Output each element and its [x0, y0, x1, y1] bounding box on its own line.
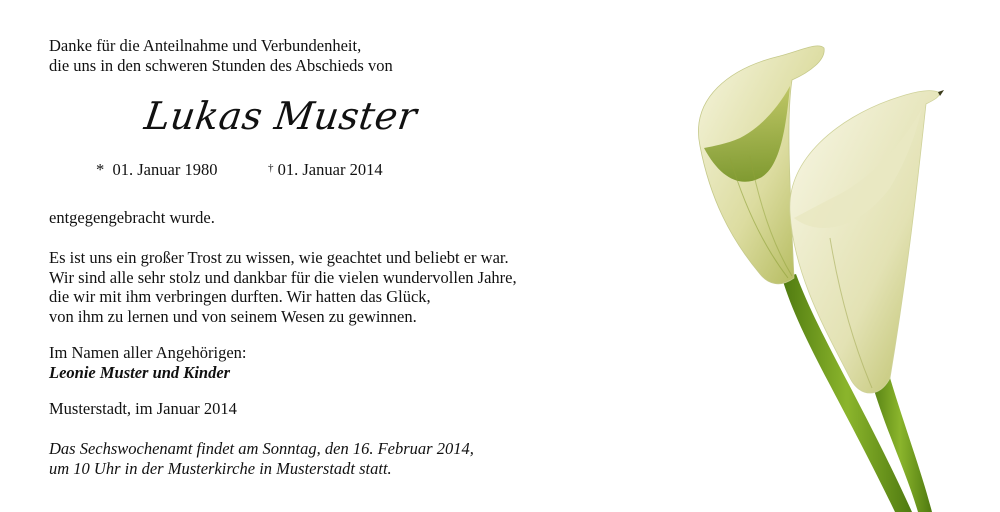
signature-block [49, 343, 246, 382]
birth-date-line [96, 160, 217, 180]
intro-line-2: die uns in den schweren Stunden des Abschieds von [49, 55, 393, 75]
place-date: Musterstadt, im Januar 2014 [49, 399, 237, 418]
service-line-2: um 10 Uhr in der Musterkirche in Musterstadt statt. [49, 458, 392, 478]
cross-icon: † [268, 162, 274, 174]
service-announcement [49, 439, 474, 478]
consolation-paragraph [49, 248, 517, 326]
consolation-line-1: Es ist uns ein großer Trost zu wissen, wie geachtet und beliebt er war. [49, 248, 509, 267]
after-name-text: entgegengebracht wurde. [49, 208, 215, 227]
intro-line-1: Danke für die Anteilnahme und Verbundenheit, [49, 36, 362, 55]
consolation-line-2: Wir sind alle sehr stolz und dankbar für die vielen wundervollen Jahre, [49, 267, 517, 287]
consolation-line-3: die wir mit ihm verbringen durften. Wir hatten das Glück, [49, 287, 431, 306]
birth-symbol: * [96, 160, 105, 179]
birth-date: 01. Januar 1980 [112, 160, 218, 179]
intro-text [49, 36, 669, 75]
death-date: 01. Januar 2014 [277, 160, 383, 179]
calla-lily-image [690, 38, 960, 512]
deceased-name: Lukas Muster [141, 94, 420, 138]
signature-intro: Im Namen aller Angehörigen: [49, 343, 247, 362]
service-line-1: Das Sechswochenamt findet am Sonntag, den 16. Februar 2014, [49, 439, 474, 458]
death-date-line [268, 160, 383, 180]
consolation-line-4: von ihm zu lernen und von seinem Wesen zu gewinnen. [49, 306, 417, 326]
signature-names: Leonie Muster und Kinder [49, 362, 231, 382]
